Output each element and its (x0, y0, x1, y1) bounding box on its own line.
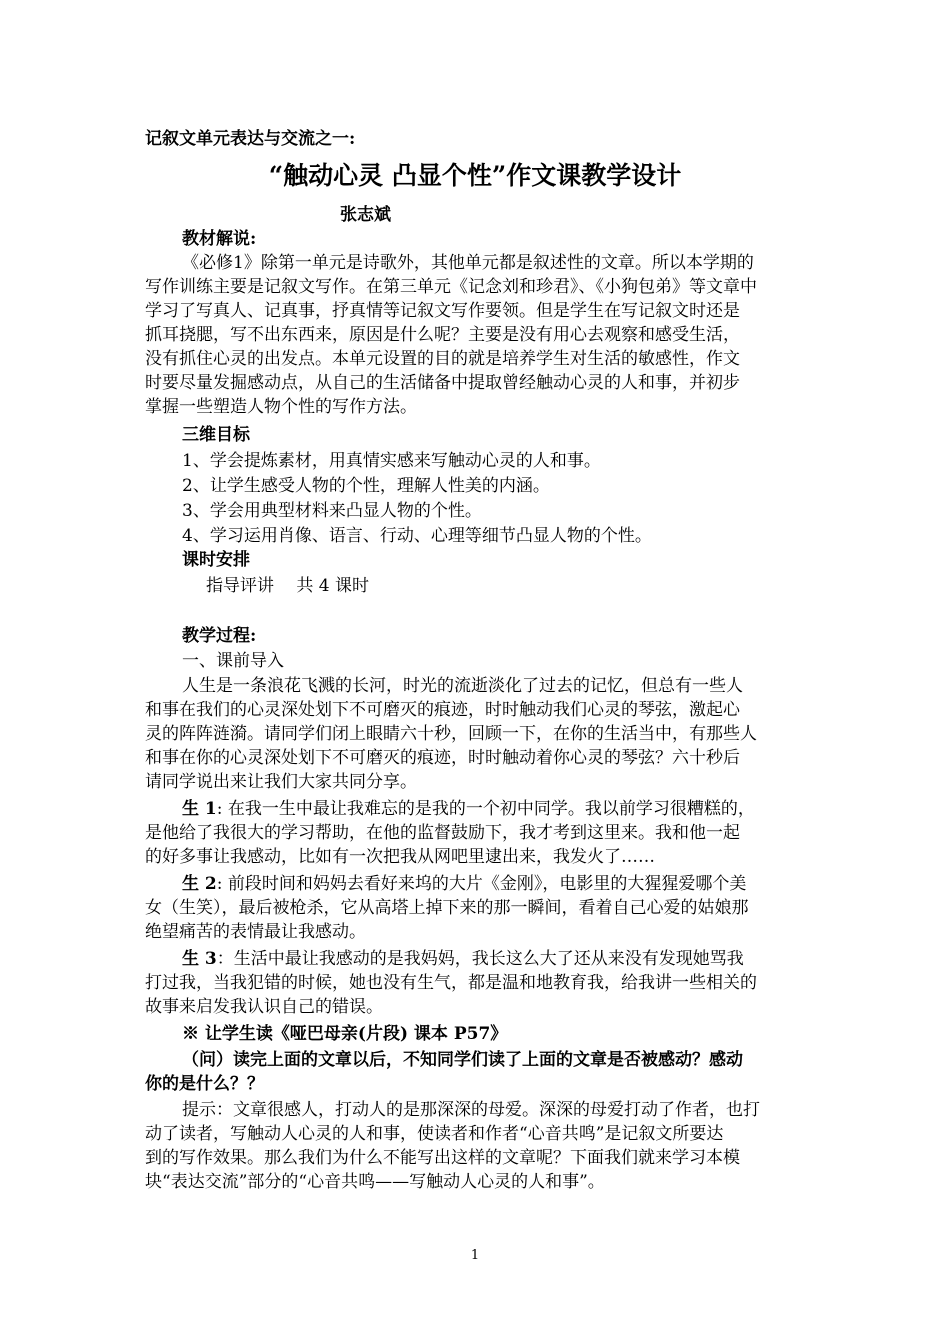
paragraph-line: 写作训练主要是记叙文写作。在第三单元《记念刘和珍君》、《小狗包弟》等文章中 (145, 277, 757, 297)
reading-note: ※ 让学生读《哑巴母亲(片段) 课本 P57》 (182, 1024, 508, 1044)
goal-item: 1、学会提炼素材，用真情实感来写触动心灵的人和事。 (182, 451, 601, 471)
student-response-2 (182, 872, 847, 896)
paragraph-line: 掌握一些塑造人物个性的写作方法。 (145, 397, 417, 417)
paragraph-line: 和事在我们的心灵深处划下不可磨灭的痕迹，时时触动我们心灵的琴弦，激起心 (145, 700, 740, 720)
paragraph-line: 是他给了我很大的学习帮助，在他的监督鼓励下，我才考到这里来。我和他一起 (145, 823, 740, 843)
student-response-1 (182, 797, 847, 821)
question-line: 你的是什么？？ (145, 1074, 264, 1094)
paragraph-line: 的好多事让我感动，比如有一次把我从网吧里逮出来，我发火了…… (145, 847, 655, 867)
section-heading-textbook: 教材解说: (182, 229, 257, 249)
schedule-text: 指导评讲 共 4 课时 (206, 576, 370, 596)
response-text: : 在我一生中最让我难忘的是我的一个初中同学。我以前学习很糟糕的， (216, 799, 755, 819)
hint-line: 动了读者，写触动人心灵的人和事，使读者和作者“心音共鸣”是记叙文所要达 (145, 1124, 724, 1144)
paragraph-line: 人生是一条浪花飞溅的长河，时光的流逝淡化了过去的记忆，但总有一些人 (182, 676, 743, 696)
goal-item: 2、让学生感受人物的个性，理解人性美的内涵。 (182, 476, 550, 496)
goal-item: 3、学会用典型材料来凸显人物的个性。 (182, 501, 482, 521)
student-label: 生 3 (182, 949, 217, 969)
paragraph-line: 《必修1》除第一单元是诗歌外，其他单元都是叙述性的文章。所以本学期的 (182, 253, 754, 273)
paragraph-line: 没有抓住心灵的出发点。本单元设置的目的就是培养学生对生活的敏感性，作文 (145, 349, 740, 369)
paragraph-line: 抓耳挠腮，写不出东西来，原因是什么呢？主要是没有用心去观察和感受生活， (145, 325, 740, 345)
page-number: 1 (470, 1248, 480, 1263)
student-label: 生 2 (182, 874, 217, 894)
student-response-3 (182, 947, 847, 971)
paragraph-line: 和事在你的心灵深处划下不可磨灭的痕迹，时时触动着你心灵的琴弦？六十秒后 (145, 748, 740, 768)
hint-line: 到的写作效果。那么我们为什么不能写出这样的文章呢？下面我们就来学习本模 (145, 1148, 740, 1168)
hint-line: 块“表达交流”部分的“心音共鸣——写触动人心灵的人和事”。 (145, 1172, 605, 1192)
paragraph-line: 学习了写真人、记真事，抒真情等记叙文写作要领。但是学生在写记叙文时还是 (145, 301, 740, 321)
paragraph-line: 时要尽量发掘感动点，从自己的生活储备中提取曾经触动心灵的人和事，并初步 (145, 373, 740, 393)
response-text: : 前段时间和妈妈去看好来坞的大片《金刚》，电影里的大猩猩爱哪个美 (216, 874, 747, 894)
author: 张志斌 (340, 205, 391, 225)
student-label: 生 1 (182, 799, 217, 819)
series-heading: 记叙文单元表达与交流之一: (145, 129, 356, 149)
section-heading-process: 教学过程: (182, 626, 257, 646)
section-heading-goals: 三维目标 (182, 425, 250, 445)
paragraph-line: 灵的阵阵涟漪。请同学们闭上眼睛六十秒，回顾一下，在你的生活当中，有那些人 (145, 724, 757, 744)
paragraph-line: 绝望痛苦的表情最让我感动。 (145, 922, 366, 942)
goal-item: 4、学习运用肖像、语言、行动、心理等细节凸显人物的个性。 (182, 526, 652, 546)
subsection-heading: 一、课前导入 (182, 651, 284, 671)
response-text: ：生活中最让我感动的是我妈妈，我长这么大了还从来没有发现她骂我 (216, 949, 744, 969)
hint-line: 提示：文章很感人，打动人的是那深深的母爱。深深的母爱打动了作者，也打 (182, 1100, 760, 1120)
paragraph-line: 故事来启发我认识自己的错误。 (145, 997, 383, 1017)
paragraph-line: 打过我，当我犯错的时候，她也没有生气，都是温和地教育我，给我讲一些相关的 (145, 973, 757, 993)
paragraph-line: 请同学说出来让我们大家共同分享。 (145, 772, 417, 792)
section-heading-schedule: 课时安排 (182, 550, 250, 570)
page-title: “触动心灵 凸显个性”作文课教学设计 (268, 161, 682, 190)
question-line: （问）读完上面的文章以后，不知同学们读了上面的文章是否被感动？感动 (182, 1050, 743, 1070)
paragraph-line: 女（生笑），最后被枪杀，它从高塔上掉下来的那一瞬间，看着自己心爱的姑娘那 (145, 898, 749, 918)
